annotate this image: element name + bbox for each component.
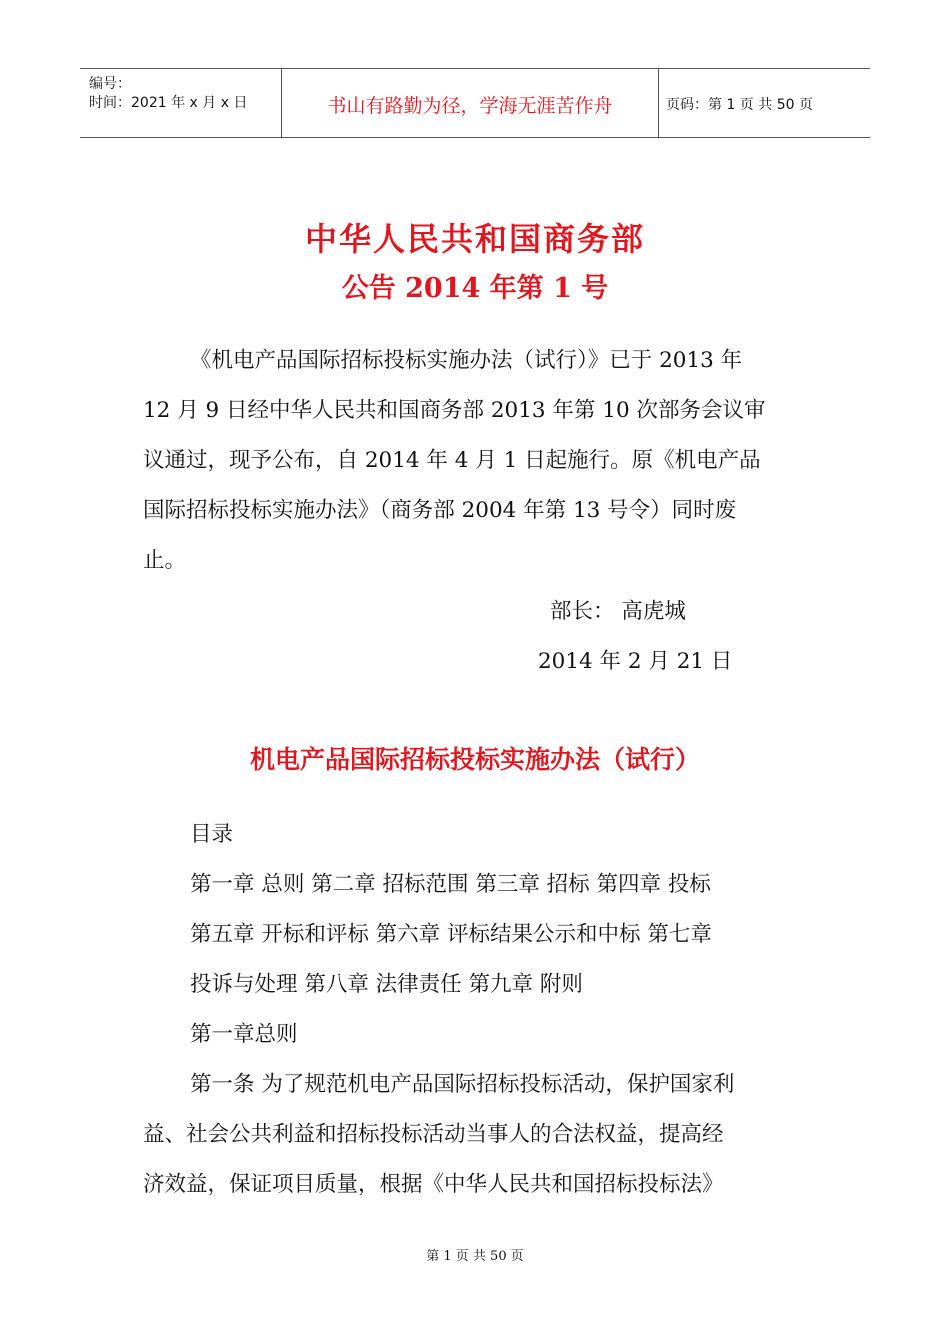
toc-line: 第五章 开标和评标 第六章 评标结果公示和中标 第七章 [190, 922, 712, 947]
ministry-title: 中华人民共和国商务部 [304, 220, 645, 258]
article-line: 第一条 为了规范机电产品国际招标投标活动，保护国家利 [190, 1072, 735, 1097]
signature-date: 2014 年 2 月 21 日 [538, 649, 733, 674]
toc-title: 目录 [190, 822, 234, 847]
announcement-line: 议通过，现予公布，自 2014 年 4 月 1 日起施行。原《机电产品 [143, 448, 761, 473]
minister-signature: 部长： 高虎城 [550, 599, 686, 624]
article-line: 济效益，保证项目质量，根据《中华人民共和国招标投标法》 [143, 1172, 724, 1197]
header-meta-cell [80, 69, 282, 137]
announcement-line: 12 月 9 日经中华人民共和国商务部 2013 年第 10 次部务会议审 [143, 398, 766, 423]
motto: 书山有路勤为径，学海无涯苦作舟 [327, 95, 613, 117]
article-line: 益、社会公共利益和招标投标活动当事人的合法权益，提高经 [143, 1122, 724, 1147]
page-info: 页码：第 1 页 共 50 页 [666, 97, 813, 113]
chapter-heading: 第一章总则 [190, 1022, 298, 1047]
announcement-number: 公告 2014 年第 1 号 [341, 273, 609, 304]
toc-line: 第一章 总则 第二章 招标范围 第三章 招标 第四章 投标 [190, 872, 711, 897]
header-table [80, 68, 870, 138]
document-title: 机电产品国际招标投标实施办法（试行） [249, 745, 700, 774]
announcement-line: 《机电产品国际招标投标实施办法（试行）》已于 2013 年 [190, 348, 743, 373]
number-label: 编号： [89, 76, 131, 92]
page-footer: 第 1 页 共 50 页 [426, 1249, 524, 1264]
time-label: 时间：2021 年 x 月 x 日 [89, 95, 248, 111]
header-page-cell [659, 69, 870, 137]
toc-line: 投诉与处理 第八章 法律责任 第九章 附则 [190, 972, 583, 997]
announcement-line: 止。 [143, 548, 187, 573]
header-motto-cell [282, 69, 659, 137]
announcement-line: 国际招标投标实施办法》（商务部 2004 年第 13 号令）同时废 [143, 498, 737, 523]
